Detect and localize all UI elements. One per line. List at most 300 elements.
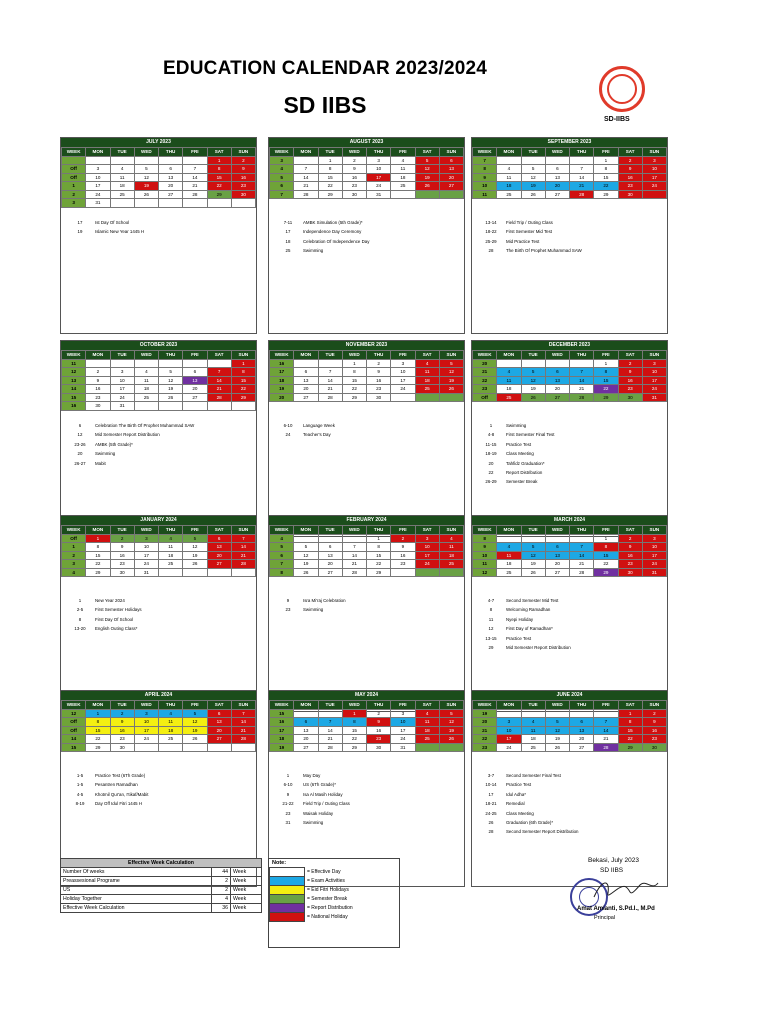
day-header: WEEK (270, 526, 294, 535)
day-cell: 8 (207, 165, 231, 174)
day-cell: 9 (367, 718, 391, 727)
day-cell: 24 (497, 743, 521, 752)
day-cell (134, 743, 158, 752)
event-item (273, 818, 462, 827)
day-cell: 15 (342, 376, 366, 385)
month-january-2024 (60, 515, 257, 712)
day-cell: 12 (159, 376, 183, 385)
week-row (62, 551, 256, 560)
swatch-holiday (269, 912, 305, 922)
day-cell: 21 (294, 182, 318, 191)
event-date: 4-8 (487, 432, 495, 438)
day-cell: 4 (439, 534, 463, 543)
day-cell: 30 (367, 393, 391, 402)
event-date: 24 (285, 432, 291, 438)
week-number: 2 (62, 190, 86, 199)
week-number: Off (62, 534, 86, 543)
event-item (65, 430, 254, 439)
day-cell: 29 (594, 568, 618, 577)
day-cell (439, 568, 463, 577)
day-cell (545, 156, 569, 165)
event-item (65, 790, 254, 799)
event-item (476, 468, 665, 477)
month-grid (472, 525, 667, 577)
week-number: 4 (270, 534, 294, 543)
day-cell: 24 (642, 560, 666, 569)
week-number: 15 (62, 743, 86, 752)
event-date: 4-7 (487, 598, 495, 603)
week-row (62, 543, 256, 552)
day-cell: 4 (497, 165, 521, 174)
event-text: Swimming (303, 607, 324, 613)
day-cell: 28 (594, 743, 618, 752)
table-row: Effective Week Calculation 36 Week (61, 904, 262, 913)
day-cell: 9 (110, 718, 134, 727)
day-cell: 31 (391, 743, 415, 752)
event-item (273, 799, 462, 808)
week-number: 16 (62, 402, 86, 411)
day-cell: 7 (207, 368, 231, 377)
event-item (65, 440, 254, 449)
day-cell: 11 (439, 543, 463, 552)
day-header: THU (159, 148, 183, 157)
week-row (270, 359, 464, 368)
day-cell: 11 (415, 718, 439, 727)
events-list (273, 596, 462, 615)
day-cell: 11 (391, 165, 415, 174)
day-cell: 5 (521, 368, 545, 377)
day-cell: 9 (391, 543, 415, 552)
day-cell: 6 (439, 156, 463, 165)
month-grid (61, 525, 256, 577)
day-header: THU (367, 701, 391, 710)
effective-week-table (60, 858, 262, 913)
day-header: WED (545, 351, 569, 360)
day-cell: 14 (183, 173, 207, 182)
day-cell: 18 (159, 551, 183, 560)
event-text: Language Week (303, 423, 335, 428)
day-cell: 7 (231, 534, 255, 543)
event-item (273, 218, 462, 227)
day-header: FRI (391, 701, 415, 710)
event-date: 18 (285, 238, 291, 244)
day-cell: 5 (294, 543, 318, 552)
event-text: First Day of Ramadhan* (506, 626, 553, 632)
week-number: 20 (473, 359, 497, 368)
day-cell (318, 359, 342, 368)
day-cell: 30 (367, 743, 391, 752)
day-cell: 26 (439, 735, 463, 744)
week-number: 16 (270, 718, 294, 727)
events-list (65, 421, 254, 468)
day-cell (594, 709, 618, 718)
signature-org: SD IIBS (600, 867, 624, 874)
day-cell (207, 359, 231, 368)
week-row (473, 743, 667, 752)
month-grid (61, 350, 256, 411)
day-cell: 14 (342, 551, 366, 560)
day-cell: 27 (570, 743, 594, 752)
day-cell: 19 (545, 735, 569, 744)
day-cell: 29 (594, 190, 618, 199)
day-header: MON (86, 148, 110, 157)
day-cell: 29 (342, 743, 366, 752)
day-cell: 4 (415, 359, 439, 368)
day-header: WEEK (62, 526, 86, 535)
signature-block (560, 855, 670, 925)
day-header: TUE (521, 701, 545, 710)
day-cell: 26 (183, 735, 207, 744)
day-cell: 12 (183, 543, 207, 552)
day-header: FRI (183, 526, 207, 535)
day-cell: 3 (134, 534, 158, 543)
week-row (270, 735, 464, 744)
event-item (65, 596, 254, 605)
day-header: SAT (618, 351, 642, 360)
day-cell: 12 (134, 173, 158, 182)
day-header: WED (545, 701, 569, 710)
week-row (473, 368, 667, 377)
event-item (65, 615, 254, 624)
day-cell: 3 (642, 534, 666, 543)
day-cell: 14 (207, 376, 231, 385)
day-header: FRI (391, 148, 415, 157)
week-row (473, 393, 667, 402)
event-text: Celebration Of Independence Day (303, 238, 370, 244)
day-cell: 13 (207, 543, 231, 552)
day-header: TUE (110, 148, 134, 157)
event-date: 9 (286, 598, 290, 603)
week-number: Off (473, 393, 497, 402)
day-cell: 7 (318, 718, 342, 727)
event-text: Second Semester Final Test (506, 773, 561, 778)
day-cell (391, 568, 415, 577)
day-cell: 26 (521, 393, 545, 402)
day-cell: 8 (594, 368, 618, 377)
day-cell: 29 (594, 393, 618, 402)
day-cell: 2 (367, 709, 391, 718)
day-cell: 13 (294, 376, 318, 385)
day-cell: 28 (318, 393, 342, 402)
event-item (476, 227, 665, 236)
day-cell: 24 (642, 182, 666, 191)
day-header: SAT (415, 351, 439, 360)
event-item (65, 605, 254, 614)
day-cell: 4 (497, 368, 521, 377)
week-number: 3 (62, 560, 86, 569)
month-november-2023 (268, 340, 465, 537)
day-cell (159, 743, 183, 752)
day-cell: 28 (231, 560, 255, 569)
day-cell: 28 (183, 190, 207, 199)
day-header: THU (367, 526, 391, 535)
day-header: FRI (594, 148, 618, 157)
day-cell: 14 (318, 726, 342, 735)
table-row: US 2 Week (61, 886, 262, 895)
week-number: Off (62, 173, 86, 182)
day-cell (545, 359, 569, 368)
event-date: 19 (77, 229, 83, 235)
day-cell: 6 (545, 543, 569, 552)
day-cell: 10 (391, 368, 415, 377)
day-cell: 2 (618, 359, 642, 368)
day-cell: 17 (642, 551, 666, 560)
day-cell: 27 (318, 568, 342, 577)
day-header: MON (497, 526, 521, 535)
event-item (476, 790, 665, 799)
week-number: 19 (473, 709, 497, 718)
day-cell: 25 (415, 385, 439, 394)
event-text: Field Trip / Outing Class (506, 220, 553, 225)
events-list (273, 218, 462, 256)
week-number: 15 (270, 709, 294, 718)
day-cell: 12 (545, 726, 569, 735)
day-cell: 19 (134, 182, 158, 191)
day-cell: 16 (618, 551, 642, 560)
day-cell: 18 (415, 726, 439, 735)
day-cell: 13 (207, 718, 231, 727)
event-text: Welcoming Ramadhan (506, 607, 551, 613)
week-number: 21 (473, 726, 497, 735)
week-row (62, 385, 256, 394)
day-cell: 10 (134, 718, 158, 727)
day-cell (294, 359, 318, 368)
day-cell: 25 (159, 735, 183, 744)
day-cell: 24 (134, 560, 158, 569)
event-text: Teacher's Day (303, 432, 331, 438)
event-text: First Day Of School (95, 616, 134, 622)
day-cell: 15 (618, 726, 642, 735)
month-grid (61, 147, 256, 208)
event-text: New Year 2024 (95, 598, 125, 603)
day-cell (415, 743, 439, 752)
day-cell: 4 (159, 709, 183, 718)
event-text: First Semester Final Test (506, 432, 555, 438)
week-row (473, 568, 667, 577)
event-date: 11 (488, 616, 494, 622)
day-cell: 2 (642, 709, 666, 718)
day-header: TUE (521, 148, 545, 157)
day-cell (134, 402, 158, 411)
day-cell: 24 (367, 182, 391, 191)
day-cell: 23 (642, 735, 666, 744)
week-row (270, 718, 464, 727)
event-text: Practice Test (506, 441, 532, 447)
day-header: SUN (439, 351, 463, 360)
event-item (476, 771, 665, 780)
day-cell: 3 (86, 165, 110, 174)
month-grid (269, 525, 464, 577)
day-cell: 12 (521, 173, 545, 182)
day-cell: 27 (545, 568, 569, 577)
event-date: 29 (488, 645, 494, 651)
day-cell: 1 (594, 156, 618, 165)
day-cell: 23 (391, 560, 415, 569)
day-cell: 2 (391, 534, 415, 543)
day-header: WEEK (62, 701, 86, 710)
principal-position: Principal (594, 915, 616, 921)
day-cell (294, 709, 318, 718)
day-cell: 20 (545, 560, 569, 569)
day-cell (86, 359, 110, 368)
day-header: SAT (207, 701, 231, 710)
day-cell: 9 (110, 543, 134, 552)
day-cell: 20 (207, 726, 231, 735)
week-row (62, 560, 256, 569)
day-cell: 28 (294, 190, 318, 199)
day-cell (570, 156, 594, 165)
day-cell: 18 (497, 385, 521, 394)
day-cell: 17 (642, 173, 666, 182)
day-cell: 23 (618, 182, 642, 191)
day-cell: 1 (231, 359, 255, 368)
day-header: FRI (183, 351, 207, 360)
day-cell (134, 156, 158, 165)
day-header: SUN (642, 148, 666, 157)
day-cell: 18 (439, 551, 463, 560)
day-cell: 25 (159, 560, 183, 569)
month-title: MARCH 2024 (472, 516, 667, 525)
day-cell: 13 (545, 376, 569, 385)
day-header: SUN (231, 148, 255, 157)
day-cell (183, 402, 207, 411)
day-cell: 18 (521, 735, 545, 744)
day-cell: 19 (521, 182, 545, 191)
event-text: The Birth Of Prophet Muhammad SAW (506, 248, 582, 254)
day-cell: 29 (367, 568, 391, 577)
day-cell: 3 (497, 718, 521, 727)
day-cell: 31 (86, 199, 110, 208)
day-cell: 19 (159, 385, 183, 394)
day-header: WED (545, 148, 569, 157)
event-item (273, 430, 462, 439)
event-item (476, 430, 665, 439)
day-cell: 22 (367, 560, 391, 569)
day-header: FRI (594, 526, 618, 535)
legend-item: = Report Distribution (269, 903, 399, 912)
day-cell: 30 (618, 190, 642, 199)
day-cell: 20 (545, 182, 569, 191)
day-cell: 19 (294, 560, 318, 569)
day-cell: 17 (391, 376, 415, 385)
week-row (62, 743, 256, 752)
day-cell (415, 190, 439, 199)
day-cell: 10 (110, 376, 134, 385)
legend-item: = Exam Activities (269, 876, 399, 885)
day-cell (183, 156, 207, 165)
week-row (270, 543, 464, 552)
event-date: 18-22 (485, 229, 497, 235)
event-item (476, 634, 665, 643)
day-cell: 19 (183, 551, 207, 560)
week-row (473, 718, 667, 727)
week-number: 18 (270, 735, 294, 744)
day-cell: 25 (391, 182, 415, 191)
week-number: 4 (270, 165, 294, 174)
event-date: 21-22 (282, 801, 294, 807)
day-cell: 5 (545, 718, 569, 727)
week-row (62, 735, 256, 744)
month-title: AUGUST 2023 (269, 138, 464, 147)
day-cell (159, 156, 183, 165)
day-cell: 4 (391, 156, 415, 165)
day-cell (110, 156, 134, 165)
day-header: THU (367, 351, 391, 360)
day-header: TUE (110, 351, 134, 360)
day-cell: 27 (159, 190, 183, 199)
day-header: SAT (415, 526, 439, 535)
week-number: 15 (62, 393, 86, 402)
day-header: WEEK (270, 351, 294, 360)
day-cell: 16 (110, 726, 134, 735)
day-cell: 9 (367, 368, 391, 377)
event-item (476, 605, 665, 614)
week-row (473, 385, 667, 394)
week-row (62, 376, 256, 385)
day-cell (497, 709, 521, 718)
event-text: AMBK (5th Grade)* (95, 441, 133, 447)
day-cell: 18 (497, 182, 521, 191)
day-cell: 11 (497, 173, 521, 182)
day-cell: 27 (439, 182, 463, 191)
month-august-2023 (268, 137, 465, 334)
day-cell: 6 (159, 165, 183, 174)
event-item (476, 440, 665, 449)
day-cell: 25 (439, 560, 463, 569)
day-cell: 22 (318, 182, 342, 191)
logo-text: SD-IIBS (604, 116, 630, 123)
event-date: 13-14 (485, 220, 497, 225)
day-header: TUE (110, 526, 134, 535)
day-cell: 22 (342, 735, 366, 744)
day-cell: 1 (86, 709, 110, 718)
week-number: 18 (270, 376, 294, 385)
day-cell: 26 (545, 743, 569, 752)
day-cell: 25 (110, 190, 134, 199)
month-title: APRIL 2024 (61, 691, 256, 700)
day-cell: 29 (86, 568, 110, 577)
week-number: 5 (270, 173, 294, 182)
day-cell: 11 (134, 376, 158, 385)
day-cell (439, 393, 463, 402)
event-date: 4-5 (76, 791, 84, 797)
day-header: THU (570, 526, 594, 535)
event-item (65, 624, 254, 633)
week-row (270, 534, 464, 543)
event-text: Isra Mi'raj Celebration (303, 598, 346, 603)
event-date: 23-26 (74, 441, 86, 447)
day-cell (159, 402, 183, 411)
event-text: Practice Test (6Th Grade) (95, 773, 146, 778)
day-header: TUE (521, 526, 545, 535)
month-title: SEPTEMBER 2023 (472, 138, 667, 147)
day-cell: 3 (391, 709, 415, 718)
event-item (476, 596, 665, 605)
event-text: First Semester Holidays (95, 607, 142, 613)
day-cell: 17 (134, 726, 158, 735)
day-cell: 9 (618, 543, 642, 552)
week-number: 21 (473, 368, 497, 377)
week-number: 9 (473, 173, 497, 182)
day-header: SAT (207, 148, 231, 157)
day-cell: 5 (415, 156, 439, 165)
day-header: SUN (439, 526, 463, 535)
day-cell: 29 (86, 743, 110, 752)
day-header: SAT (415, 148, 439, 157)
day-cell: 15 (86, 726, 110, 735)
day-cell (318, 709, 342, 718)
event-date: 3-7 (487, 773, 495, 778)
